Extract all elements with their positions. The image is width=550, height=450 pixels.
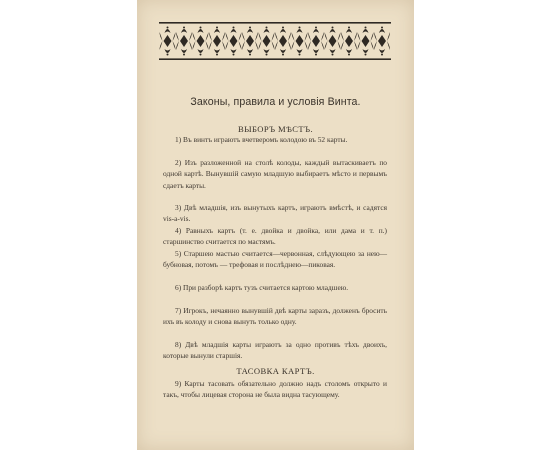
- section-heading-card-shuffling: ТАСОВКА КАРТЪ.: [236, 366, 315, 376]
- paragraph-4: 4) Равныхъ картъ (т. е. двойка и двойка, или дама и т. п.) старшинство считается по мастямъ.: [163, 226, 387, 247]
- paragraph-1: 1) Въ винтъ играютъ вчетверомъ колодою въ 52 карты.: [175, 135, 348, 144]
- paragraph-5: 5) Старшею мастью считается—червонная, слѣдующею за нею—бубновая, потомъ — трефовая и послѣднею—пиковая.: [163, 249, 387, 270]
- paragraph-8: 8) Двѣ младшія карты играютъ за одно противъ тѣхъ двоихъ, которые вынули старшія.: [163, 340, 387, 361]
- book-page: [137, 0, 414, 450]
- section-heading-seat-selection: ВЫБОРЪ МѢСТЪ.: [237, 124, 314, 134]
- paragraph-9: 9) Карты тасовать обязательно должно надъ столомъ открыто и такъ, чтобы лицевая сторона не была видна тасующему.: [163, 379, 387, 400]
- paragraph-6: 6) При разборѣ картъ тузъ считается картою младшею.: [175, 283, 349, 292]
- floral-border-ornament-icon: [159, 22, 391, 60]
- paragraph-7: 7) Игрокъ, нечаянно вынувшій двѣ карты заразъ, долженъ бросить ихъ въ колоду и снова вынуть только одну.: [163, 306, 387, 327]
- page-title: Законы, правила и условія Винта.: [190, 96, 361, 108]
- paragraph-3: 3) Двѣ младшія, изъ вынутыхъ картъ, играютъ вмѣстѣ, и садятся vis-a-vis.: [163, 203, 387, 224]
- paragraph-2: 2) Изъ разложенной на столѣ колоды, каждый вытаскиваетъ по одной картѣ. Вынувшій самую младшую выбираетъ мѣсто и первымъ сдаетъ карты.: [163, 158, 387, 190]
